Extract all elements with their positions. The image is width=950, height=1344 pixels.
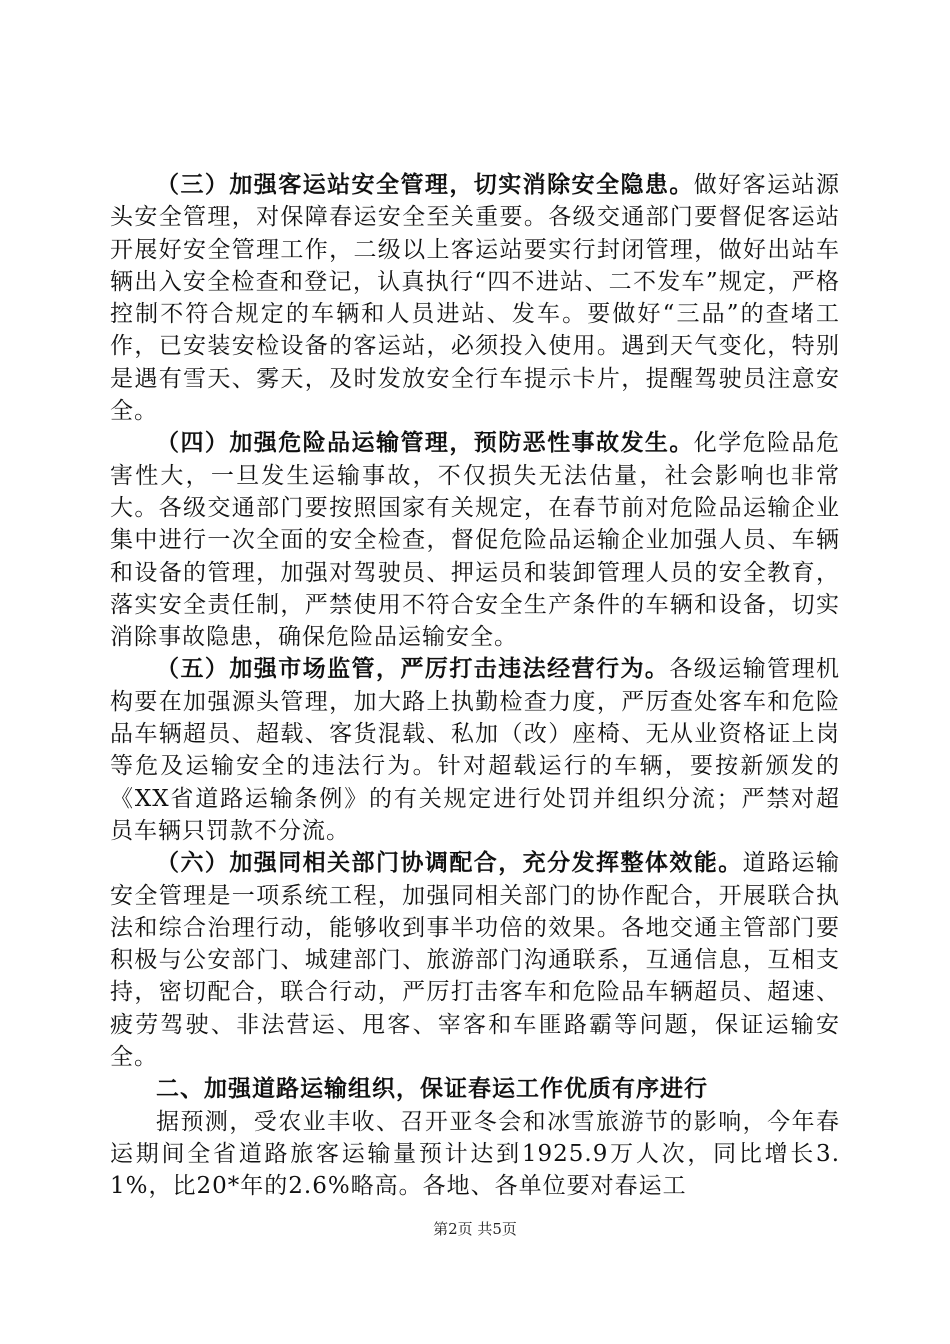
page-footer: 第2页 共5页 xyxy=(433,1220,517,1238)
document-body xyxy=(110,169,840,1203)
paragraph-text: 做好客运站源头安全管理，对保障春运安全至关重要。各级交通部门要督促客运站开展好安全管理工作，二级以上客运站要实行封闭管理，做好出站车辆出入安全检查和登记，认真执行“四不进站、二不发车”规定，严格控制不符合规定的车辆和人员进站、发车。要做好“三品”的查堵工作，已安装安检设备的客运站，必须投入使用。遇到天气变化，特别是遇有雪天、雾天，及时发放安全行车提示卡片，提醒驾驶员注意安全。 xyxy=(110,172,841,425)
section-heading: 二、加强道路运输组织，保证春运工作优质有序进行 xyxy=(156,1075,708,1103)
paragraph-text: 化学危险品危害性大，一旦发生运输事故，不仅损失无法估量，社会影响也非常大。各级交通部门要按照国家有关规定，在春节前对危险品运输企业集中进行一次全面的安全检查，督促危险品运输企业加强人员、车辆和设备的管理，加强对驾驶员、押运员和装卸管理人员的安全教育，落实安全责任制，严禁使用不符合安全生产条件的车辆和设备，切实消除事故隐患，确保危险品运输安全。 xyxy=(110,430,841,651)
paragraph-lead: （六）加强同相关部门协调配合，充分发挥整体效能。 xyxy=(156,849,743,877)
paragraph-5 xyxy=(110,653,840,847)
paragraph-lead: （三）加强客运站安全管理，切实消除安全隐患。 xyxy=(156,171,694,198)
paragraph-lead: （五）加强市场监管，严厉打击违法经营行为。 xyxy=(156,655,670,683)
paragraph-text: 道路运输安全管理是一项系统工程，加强同相关部门的协作配合，开展联合执法和综合治理行动，能够收到事半功倍的效果。各地交通主管部门要积极与公安部门、城建部门、旅游部门沟通联系，互通信息，互相支持，密切配合，联合行动，严厉打击客车和危险品车辆超员、超速、疲劳驾驶、非法营运、甩客、宰客和车匪路霸等问题，保证运输安全。 xyxy=(110,850,841,1071)
paragraph-6 xyxy=(110,847,840,1073)
paragraph-3 xyxy=(110,169,840,427)
paragraph-text: 各级运输管理机构要在加强源头管理，加大路上执勤检查力度，严厉查处客车和危险品车辆超员、超载、客货混载、私加（改）座椅、无从业资格证上岗等危及运输安全的违法行为。针对超载运行的车辆，要按新颁发的《XX省道路运输条例》的有关规定进行处罚并组织分流；严禁对超员车辆只罚款不分流。 xyxy=(110,656,841,844)
paragraph-4 xyxy=(110,427,840,653)
closing-paragraph: 据预测，受农业丰收、召开亚冬会和冰雪旅游节的影响，今年春运期间全省道路旅客运输量预计达到1925.9万人次，同比增长3.1%，比20*年的2.6%略高。各地、各单位要对春运工 xyxy=(110,1108,840,1200)
paragraph-lead: （四）加强危险品运输管理，预防恶性事故发生。 xyxy=(156,429,694,457)
